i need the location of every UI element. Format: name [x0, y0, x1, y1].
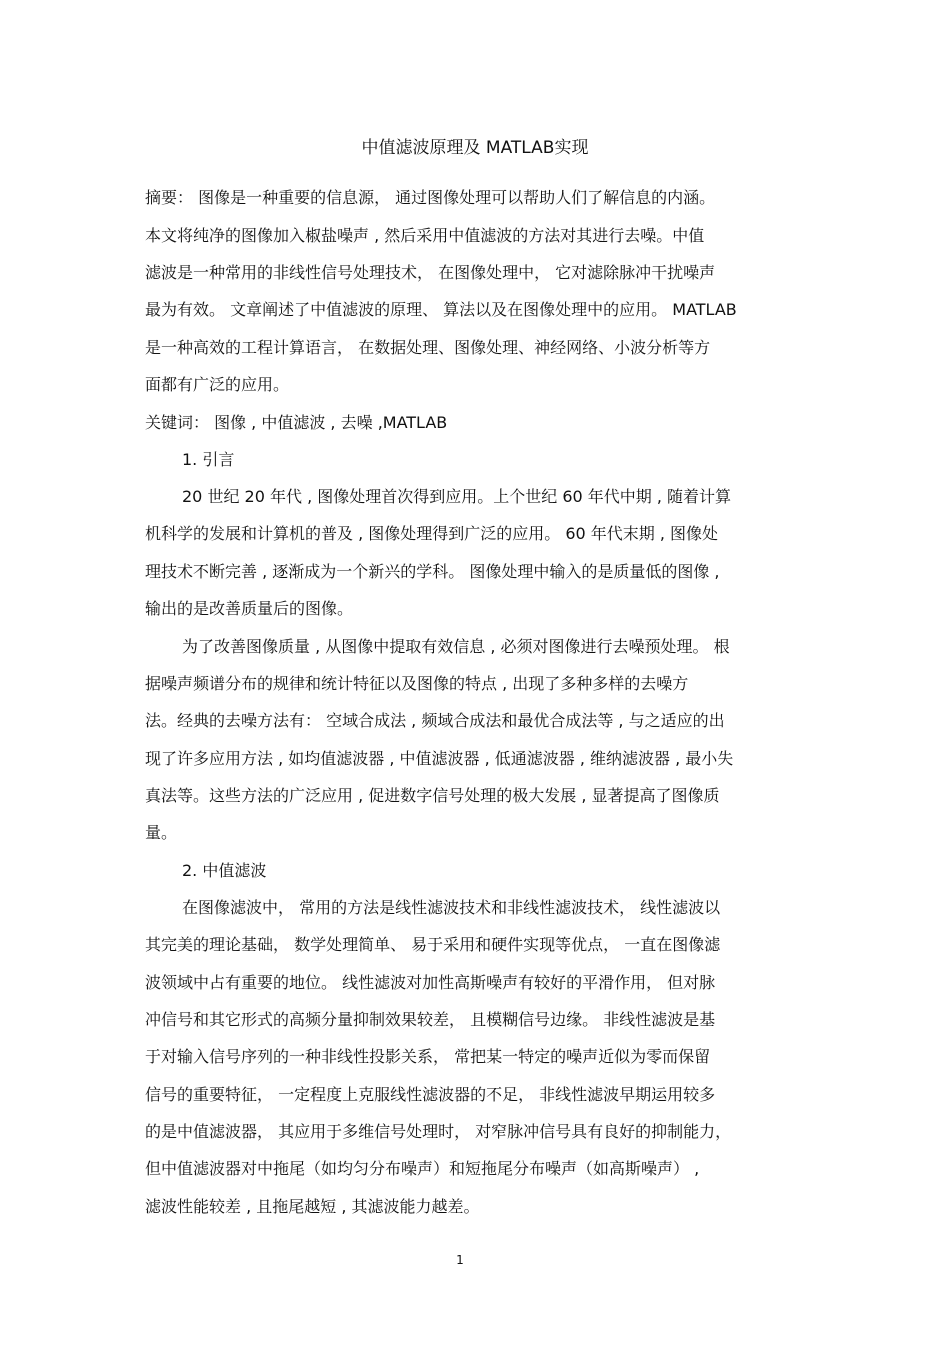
paragraph-line: 冲信号和其它形式的高频分量抑制效果较差， 且模糊信号边缘。 非线性滤波是基	[145, 1010, 716, 1029]
paragraph-line: 于对输入信号序列的一种非线性投影关系， 常把某一特定的噪声近似为零而保留	[145, 1047, 711, 1066]
paragraph-line: 真法等。这些方法的广泛应用 , 促进数字信号处理的极大发展 , 显著提高了图像质	[145, 786, 720, 805]
paragraph-line: 滤波性能较差 , 且拖尾越短 , 其滤波能力越差。	[145, 1197, 480, 1216]
paragraph-line: 但中值滤波器对中拖尾（如均匀分布噪声）和短拖尾分布噪声（如高斯噪声） ,	[145, 1159, 700, 1178]
page-title: 中值滤波原理及 MATLAB实现	[361, 138, 589, 158]
paragraph-line: 波领域中占有重要的地位。 线性滤波对加性高斯噪声有较好的平滑作用， 但对脉	[145, 973, 716, 992]
paragraph-line: 其完美的理论基础， 数学处理简单、 易于采用和硬件实现等优点， 一直在图像滤	[145, 935, 721, 954]
paragraph-line: 20 世纪 20 年代 , 图像处理首次得到应用。上个世纪 60 年代中期 , 随着计算	[182, 487, 732, 506]
abstract-line: 滤波是一种常用的非线性信号处理技术， 在图像处理中， 它对滤除脉冲干扰噪声	[145, 263, 716, 282]
abstract-line: 面都有广泛的应用。	[145, 375, 290, 394]
paragraph-line: 为了改善图像质量 , 从图像中提取有效信息 , 必须对图像进行去噪预处理。 根	[182, 637, 730, 656]
paragraph-line: 量。	[145, 823, 178, 842]
paragraph-line: 据噪声频谱分布的规律和统计特征以及图像的特点 , 出现了多种多样的去噪方	[145, 674, 689, 693]
abstract-line: 最为有效。 文章阐述了中值滤波的原理、 算法以及在图像处理中的应用。 MATLAB	[145, 300, 737, 319]
abstract-line: 摘要： 图像是一种重要的信息源， 通过图像处理可以帮助人们了解信息的内涵。	[145, 188, 716, 207]
paragraph-line: 机科学的发展和计算机的普及 , 图像处理得到广泛的应用。 60 年代末期 , 图像处	[145, 524, 719, 543]
keywords: 关键词： 图像 , 中值滤波 , 去噪 ,MATLAB	[145, 413, 448, 432]
abstract-line: 是一种高效的工程计算语言， 在数据处理、图像处理、神经网络、小波分析等方	[145, 338, 711, 357]
page-number: 1	[456, 1253, 464, 1267]
paragraph-line: 输出的是改善质量后的图像。	[145, 599, 354, 618]
paragraph-line: 的是中值滤波器， 其应用于多维信号处理时， 对窄脉冲信号具有良好的抑制能力，	[145, 1122, 732, 1141]
paragraph-line: 理技术不断完善 , 逐渐成为一个新兴的学科。 图像处理中输入的是质量低的图像 ,	[145, 562, 720, 581]
paragraph-line: 法。经典的去噪方法有： 空域合成法 , 频域合成法和最优合成法等 , 与之适应的出	[145, 711, 725, 730]
paragraph-line: 现了许多应用方法 , 如均值滤波器 , 中值滤波器 , 低通滤波器 , 维纳滤波器 , 最小失	[145, 749, 734, 768]
paragraph-line: 信号的重要特征， 一定程度上克服线性滤波器的不足， 非线性滤波早期运用较多	[145, 1085, 716, 1104]
section-heading-intro: 1. 引言	[182, 450, 235, 469]
section-heading-median-filter: 2. 中值滤波	[182, 861, 267, 880]
paragraph-line: 在图像滤波中， 常用的方法是线性滤波技术和非线性滤波技术， 线性滤波以	[182, 898, 721, 917]
abstract-line: 本文将纯净的图像加入椒盐噪声 , 然后采用中值滤波的方法对其进行去噪。中值	[145, 226, 705, 245]
